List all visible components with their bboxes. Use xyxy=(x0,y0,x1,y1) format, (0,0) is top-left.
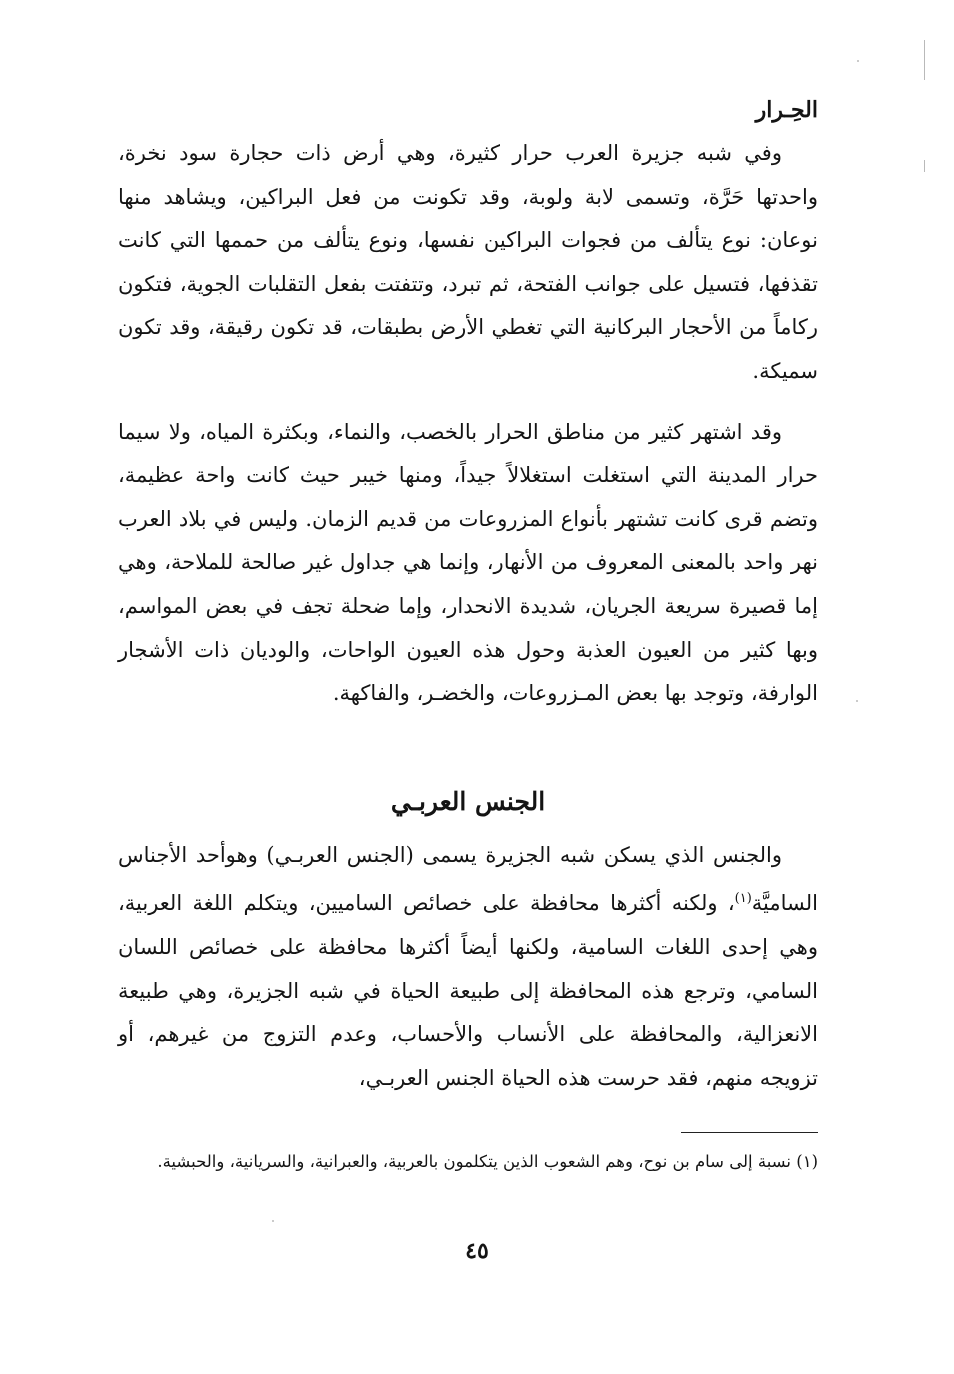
scan-edge-mark xyxy=(924,160,925,172)
scan-speck xyxy=(857,60,859,62)
scan-speck xyxy=(856,700,858,702)
scan-edge-mark xyxy=(924,40,925,80)
running-head: الحِـرار xyxy=(755,97,818,123)
paragraph: وقد اشتهر كثير من مناطق الحرار بالخصب، والنماء، وبكثرة المياه، ولا سيما حرار المدينة التي استغلت استغلالاً جيداً، ومنها خيبر حيث كانت واحة عظيمة، وتضم قرى كانت تشتهر بأنواع المزروعات من قديم الزمان. وليس في بلاد العرب نهر واحد بالمعنى المعروف من الأنهار، وإنما هي جداول غير صالحة للملاحة، وهي إما قصيرة سريعة الجريان، شديدة الانحدار، وإما ضحلة تجف في بعض المواسم، وبها كثير من العيون العذبة وحول هذه العيون الواحات، والوديان ذات الأشجار الوارفة، وتوجد بها بعض المـزروعات، والخضـر، والفاكهة. xyxy=(118,419,818,706)
footnote-marker[interactable]: (١) xyxy=(734,891,752,907)
paragraph xyxy=(118,834,818,1101)
main-text xyxy=(118,92,818,1100)
paragraph-text: والجنس الذي يسكن شبه الجزيرة يسمى (الجنس العربـي) وهوأحد الأجناس الساميَّة xyxy=(118,842,818,916)
paragraph: وفي شبه جزيرة العرب حرار كثيرة، وهي أرض ذات حجارة سود نخرة، واحدتها حَرَّة، وتسمى لابة ولوبة، وقد تكونت من فعل البراكين، ويشاهد منها نوعان: نوع يتألف من فجوات البراكين نفسها، ونوع يتألف من حممها التي كانت تقذفها، فتسيل على جوانب الفتحة، ثم تبرد، وتتفتت بفعل التقلبات الجوية، فتكون ركاماً من الأحجار البركانية التي تغطي الأرض بطبقات، قد تكون رقيقة، وقد تكون سميكة. xyxy=(118,141,818,383)
scan-speck xyxy=(272,1220,274,1222)
section-heading: الجنس العربـي xyxy=(390,786,546,816)
footnote-separator xyxy=(681,1132,818,1133)
paragraph-text: ، ولكنه أكثرها محافظة على خصائص الساميين، ويتكلم اللغة العربية، وهي إحدى اللغات السامية، ولكنها أيضاً أكثرها محافظة على خصائص اللسان السامي، وترجع هذه المحافظة إلى طبيعة الحياة في شبه الجزيرة، وهي طبيعة الانعزالية، والمحافظة على الأنساب والأحساب، وعدم التزوج من غيرهم، أو تزويجه منهم، فقد حرست هذه الحياة الجنس العربـي، xyxy=(118,891,818,1090)
footnote: (١) نسبة إلى سام بن نوح، وهم الشعوب الذين يتكلمون بالعربية، والعبرانية، والسريانية، والحبشية. xyxy=(157,1152,818,1171)
page-number: ٤٥ xyxy=(465,1238,489,1264)
